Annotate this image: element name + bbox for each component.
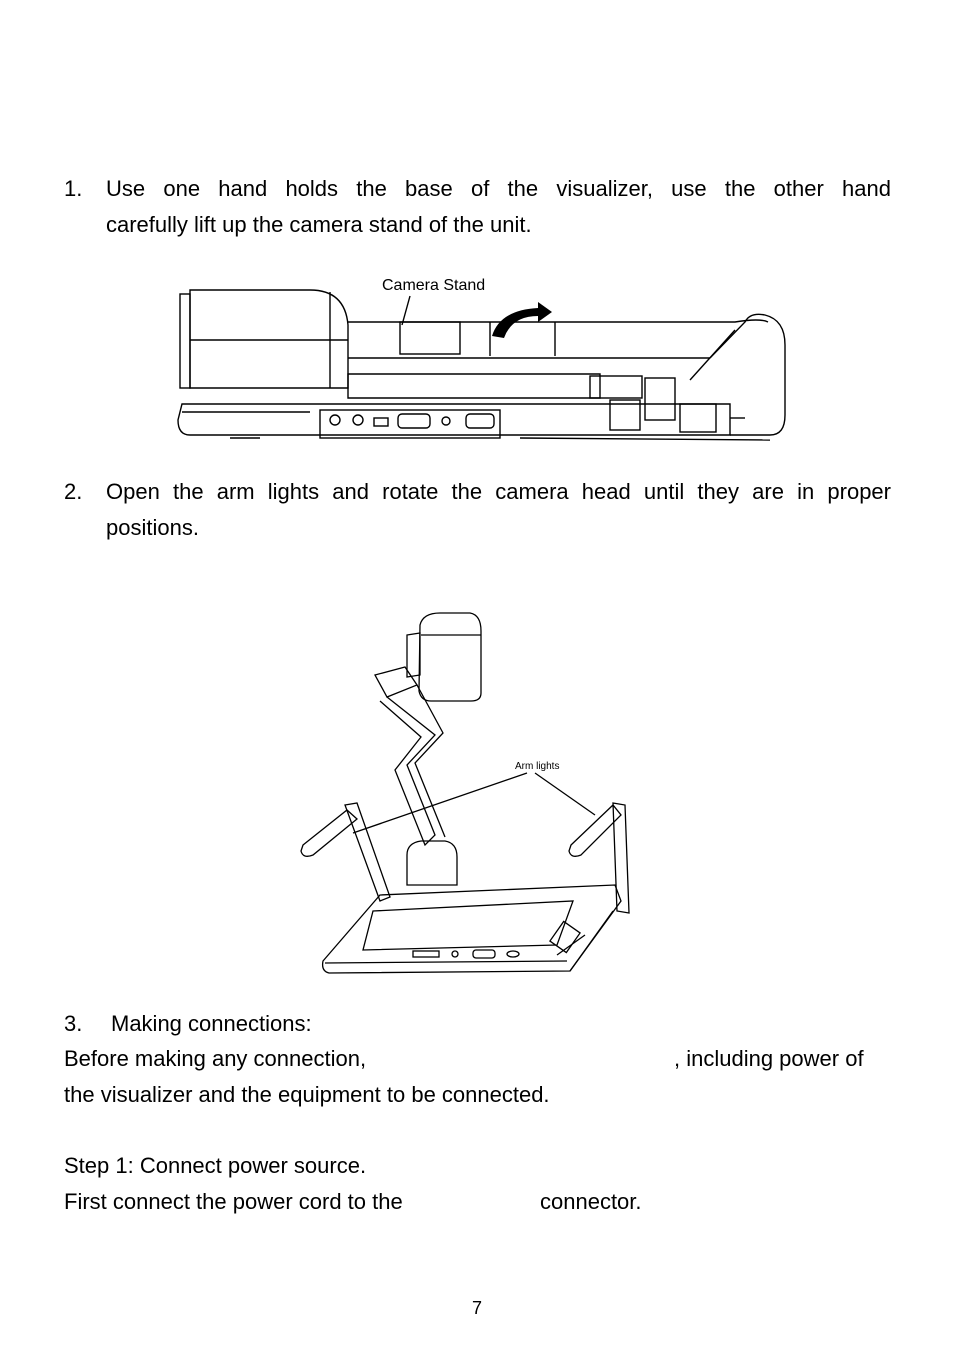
step-2-number: 2. xyxy=(64,479,83,504)
step-3-line-2: the visualizer and the equipment to be connected. xyxy=(64,1082,550,1107)
camera-stand-label: Camera Stand xyxy=(382,277,486,294)
step-3-number: 3. xyxy=(64,1011,83,1036)
step-1-line-2: carefully lift up the camera stand of the unit. xyxy=(106,212,532,237)
step-3-title: Making connections: xyxy=(111,1011,312,1036)
step-1-line-1: Use one hand holds the base of the visualizer, use the other hand xyxy=(106,176,891,201)
lift-arrow-icon xyxy=(492,302,552,338)
step-1-text xyxy=(106,171,891,243)
step-1-number: 1. xyxy=(64,176,83,201)
step-2-text xyxy=(106,474,891,546)
page-number: 7 xyxy=(471,1298,482,1318)
power-step-title: Step 1: Connect power source. xyxy=(64,1153,367,1178)
step-3-line-1-end: , including power of xyxy=(674,1046,864,1071)
power-step-line-start: First connect the power cord to the xyxy=(64,1189,403,1214)
step-2-line-2: positions. xyxy=(106,515,199,540)
step-3-line-1-start: Before making any connection, xyxy=(64,1046,367,1071)
open-visualizer-figure xyxy=(295,605,645,980)
folded-visualizer-figure xyxy=(170,270,795,450)
step-2-line-1: Open the arm lights and rotate the camera head until they are in proper xyxy=(106,479,891,504)
power-step-line-end: connector. xyxy=(540,1189,642,1214)
arm-lights-label: Arm lights xyxy=(515,761,560,772)
